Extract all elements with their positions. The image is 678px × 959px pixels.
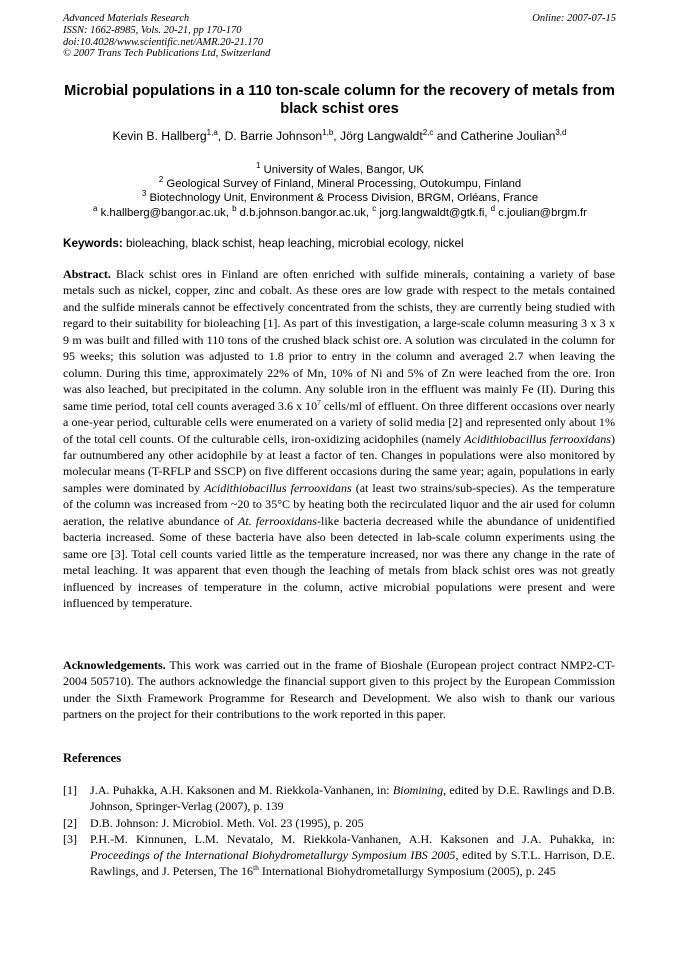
copyright-line: © 2007 Trans Tech Publications Ltd, Switzerland — [63, 48, 271, 60]
affiliation-3: $^3$ Biotechnology Unit, Environment & Process Division, BRGM, Orléans, France — [141, 189, 539, 205]
author-separator: and — [433, 129, 461, 143]
reference-item — [63, 782, 615, 815]
text-run: (at least two strains/sub-species). As the temperature of the column was increased from ~20 to 35°C by heating both the recirculated liquor and the air used for column aeration, the relative abundance of — [63, 480, 615, 528]
text-run: , edited by D.E. Rawlings and D.B. Johnson, Springer-Verlag (2007), p. 139 — [90, 783, 615, 814]
italic-term: Acidithiobacillus ferrooxidans — [204, 480, 352, 495]
italic-term: At. ferrooxidans — [237, 513, 317, 528]
journal-header — [63, 13, 270, 60]
reference-number: [3] — [63, 831, 78, 846]
reference-text — [90, 816, 364, 830]
abstract-label: Abstract. — [63, 267, 111, 281]
doi-line: doi:10.4028/www.scientific.net/AMR.20-21.170 — [63, 36, 264, 48]
reference-item — [63, 815, 615, 831]
keywords-text: bioleaching, black schist, heap leaching, microbial ecology, nickel — [122, 237, 464, 250]
author-name: Jörg Langwaldt — [340, 129, 423, 143]
text-run: ) far outnumbered any other acidophile by at least a factor of ten. Changes in populations were also monitored by molecular means (T-RFLP and SSCP) on five different occasions during the same year; again, populations in early samples were dominated by — [63, 431, 615, 495]
text-run: International Biohydrometallurgy Symposium (2005), p. 245 — [258, 864, 556, 879]
reference-text — [90, 783, 615, 813]
author-name: D. Barrie Johnson — [224, 129, 323, 143]
author-name: Kevin B. Hallberg — [112, 129, 207, 143]
acknowledgements-label: Acknowledgements. — [63, 658, 166, 672]
reference-item — [63, 831, 615, 880]
paper-title: Microbial populations in a 110 ton-scale column for the recovery of metals from black schist ores — [64, 83, 615, 117]
keywords — [63, 236, 616, 251]
text-run: Black schist ores in Finland are often enriched with sulfide minerals, containing a variety of base metals such as nickel, copper, zinc and cobalt. As these ores are low grade with respect to the metals contained and the sulfide minerals cannot be effectively concentrated from the schists, they are currently being studied with regard to their suitability for bioleaching [1]. As part of this investigation, a large-scale column measuring 3 x 3 x 9 m was built and filled with 110 tons of the crushed black schist ore. A solution was circulated in the column for 95 weeks; this solution was adjusted to 1.8 prior to entry in the column and averaged 2.7 when leaving the column. During this time, approximately 22% of Mn, 10% of Ni and 5% of Zn were leached from the ore. Iron was also leached, but precipitated in the column. Any soluble iron in the effluent was mainly Fe (II). During this same time period, total cell counts averaged 3.6 x 10 — [63, 267, 615, 413]
text-run: P.H.-M. Kinnunen, L.M. Nevatalo, M. Riekkola-Vanhanen, A.H. Kaksonen and J.A. Puhakka, in: — [90, 831, 615, 846]
reference-number: [1] — [63, 783, 78, 797]
italic-term: Proceedings of the International Biohydrometallurgy Symposium IBS 2005 — [90, 848, 456, 863]
issn-line: ISSN: 1662-8985, Vols. 20-21, pp 170-170 — [63, 24, 242, 36]
affiliation-1: $^1$ University of Wales, Bangor, UK — [256, 161, 424, 176]
superscript: 7 — [317, 397, 321, 407]
text-run: J.A. Puhakka, A.H. Kaksonen and M. Riekkola-Vanhanen, in: — [90, 783, 393, 797]
text-run: cells/ml of effluent. On three different occasions over nearly a one-year period, culturable cells were enumerated on a variety of solid media [2] and represented only about 1% of the total cell counts. Of the culturable cells, iron-oxidizing acidophiles (namely — [63, 398, 615, 446]
affiliation-2: $^2$ Geological Survey of Finland, Mineral Processing, Outokumpu, Finland — [158, 175, 522, 191]
author-affiliation-mark: 1,b — [322, 127, 334, 137]
author-affiliation-mark: 1,a — [206, 127, 218, 137]
email-list: $^a$ k.hallberg@bangor.ac.uk, $^b$ d.b.johnson.bangor.ac.uk, $^c$ jorg.langwaldt@gtk.fi, $^d$ c.joulian@brgm.fr — [93, 203, 587, 219]
text-run: , edited by S.T.L. Harrison, D.E. Rawlings, and J. Petersen, The 16 — [90, 848, 616, 879]
author-list — [63, 129, 616, 144]
acknowledgements — [63, 657, 615, 723]
author-separator: , — [333, 129, 341, 143]
superscript: th — [253, 863, 259, 873]
author-affiliation-mark: 2,c — [422, 127, 434, 137]
journal-name: Advanced Materials Research — [63, 13, 190, 24]
references-heading: References — [63, 751, 122, 765]
abstract-body — [63, 267, 615, 610]
text-run: -like bacteria decreased while the abundance of unidentified bacteria increased. Some of these bacteria have also been detected in lab-scale column experiments using the same ore [3]. Total cell counts varied little as the temperature increased, nor was there any change in the rate of metal leaching. It was apparent that even though the leaching of metals from black schist ores was not greatly influenced by increases of temperature in the column, active microbial populations were present and were influenced by temperature. — [63, 513, 615, 611]
italic-term: Biomining — [392, 783, 444, 797]
reference-list — [63, 782, 615, 880]
text-run: D.B. Johnson: J. Microbiol. Meth. Vol. 23 (1995), p. 205 — [90, 815, 364, 830]
author-affiliation-mark: 3,d — [555, 127, 567, 137]
affiliations — [50, 163, 630, 220]
reference-text — [90, 832, 615, 879]
author-separator: , — [217, 129, 225, 143]
acknowledgements-body: This work was carried out in the frame of Bioshale (European project contract NMP2-CT-2004 505710). The authors acknowledge the financial support given to this project by the European Commission under the Sixth Framework Programme for Research and Development. We also wish to thank our various partners on the project for their contributions to the work reported in this paper. — [63, 658, 615, 722]
reference-number: [2] — [63, 815, 78, 830]
abstract — [63, 266, 615, 612]
author-name: Catherine Joulian — [460, 129, 556, 143]
italic-term: Acidithiobacillus ferrooxidans — [464, 431, 611, 446]
keywords-label: Keywords: — [63, 237, 123, 250]
online-date: Online: 2007-07-15 — [532, 13, 616, 24]
